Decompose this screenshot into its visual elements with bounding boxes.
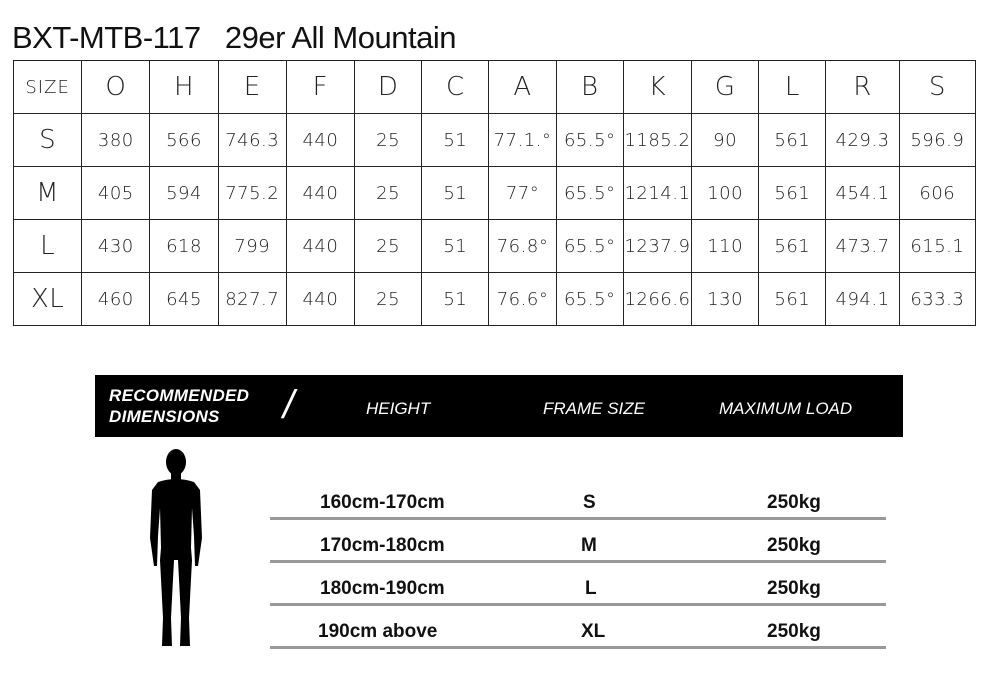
value-cell: 65.5° xyxy=(556,273,623,326)
max-load-value: 250kg xyxy=(767,578,821,599)
person-silhouette-icon xyxy=(140,448,212,652)
value-cell: 596.9 xyxy=(899,114,975,167)
recommended-heading-line1: RECOMMENDED xyxy=(109,386,250,405)
recommended-heading xyxy=(109,385,249,427)
value-cell: 1266.6 xyxy=(623,273,691,326)
header-cell: A xyxy=(489,61,556,114)
header-cell: B xyxy=(556,61,623,114)
value-cell: 460 xyxy=(82,273,150,326)
row-divider xyxy=(270,517,886,520)
value-cell: 25 xyxy=(355,167,422,220)
height-value: 160cm-170cm xyxy=(320,492,445,513)
value-cell: 561 xyxy=(759,167,826,220)
recommended-heading-line2: DIMENSIONS xyxy=(109,407,220,426)
geometry-table xyxy=(13,60,976,326)
frame-size-value: M xyxy=(581,535,597,556)
column-header-height: HEIGHT xyxy=(366,399,431,418)
value-cell: 615.1 xyxy=(899,220,975,273)
max-load-value: 250kg xyxy=(767,492,821,513)
header-cell: K xyxy=(623,61,691,114)
value-cell: 1214.1 xyxy=(623,167,691,220)
header-cell: S xyxy=(899,61,975,114)
row-divider xyxy=(270,560,886,563)
frame-size-value: XL xyxy=(581,621,606,642)
header-cell: L xyxy=(759,61,826,114)
header-cell: E xyxy=(218,61,286,114)
height-value: 180cm-190cm xyxy=(320,578,445,599)
value-cell: 100 xyxy=(692,167,759,220)
value-cell: 76.6° xyxy=(489,273,556,326)
header-cell: F xyxy=(286,61,354,114)
header-cell: O xyxy=(82,61,150,114)
header-cell: R xyxy=(826,61,899,114)
row-divider xyxy=(270,646,886,649)
header-cell: G xyxy=(692,61,759,114)
recommended-banner xyxy=(95,375,903,437)
value-cell: 405 xyxy=(82,167,150,220)
value-cell: 65.5° xyxy=(556,114,623,167)
list-item xyxy=(270,609,886,649)
value-cell: 645 xyxy=(150,273,218,326)
header-cell: D xyxy=(355,61,422,114)
value-cell: 561 xyxy=(759,220,826,273)
value-cell: 77° xyxy=(489,167,556,220)
size-cell: M xyxy=(14,167,82,220)
value-cell: 775.2 xyxy=(218,167,286,220)
column-header-maximum-load: MAXIMUM LOAD xyxy=(719,399,853,418)
value-cell: 110 xyxy=(692,220,759,273)
table-row xyxy=(14,167,976,220)
value-cell: 76.8° xyxy=(489,220,556,273)
value-cell: 440 xyxy=(286,220,354,273)
value-cell: 440 xyxy=(286,273,354,326)
banner-slash: / xyxy=(283,383,295,427)
column-header-frame-size: FRAME SIZE xyxy=(543,399,646,418)
value-cell: 130 xyxy=(692,273,759,326)
value-cell: 77.1.° xyxy=(489,114,556,167)
value-cell: 25 xyxy=(355,220,422,273)
table-row xyxy=(14,273,976,326)
value-cell: 618 xyxy=(150,220,218,273)
value-cell: 429.3 xyxy=(826,114,899,167)
max-load-value: 250kg xyxy=(767,535,821,556)
value-cell: 566 xyxy=(150,114,218,167)
value-cell: 25 xyxy=(355,273,422,326)
size-cell: S xyxy=(14,114,82,167)
list-item xyxy=(270,566,886,606)
value-cell: 440 xyxy=(286,167,354,220)
frame-size-value: S xyxy=(583,492,596,513)
table-row xyxy=(14,220,976,273)
value-cell: 65.5° xyxy=(556,220,623,273)
page-title: BXT-MTB-117 29er All Mountain xyxy=(12,20,456,55)
value-cell: 633.3 xyxy=(899,273,975,326)
value-cell: 430 xyxy=(82,220,150,273)
height-value: 170cm-180cm xyxy=(320,535,445,556)
size-cell: L xyxy=(14,220,82,273)
value-cell: 51 xyxy=(422,167,489,220)
value-cell: 25 xyxy=(355,114,422,167)
value-cell: 90 xyxy=(692,114,759,167)
list-item xyxy=(270,480,886,520)
header-cell: H xyxy=(150,61,218,114)
value-cell: 51 xyxy=(422,273,489,326)
value-cell: 454.1 xyxy=(826,167,899,220)
list-item xyxy=(270,523,886,563)
geometry-header-row xyxy=(14,61,976,114)
value-cell: 440 xyxy=(286,114,354,167)
height-value: 190cm above xyxy=(318,621,438,642)
size-cell: XL xyxy=(14,273,82,326)
value-cell: 65.5° xyxy=(556,167,623,220)
value-cell: 51 xyxy=(422,114,489,167)
max-load-value: 250kg xyxy=(767,621,821,642)
value-cell: 561 xyxy=(759,273,826,326)
value-cell: 561 xyxy=(759,114,826,167)
value-cell: 1185.2 xyxy=(623,114,691,167)
value-cell: 827.7 xyxy=(218,273,286,326)
value-cell: 494.1 xyxy=(826,273,899,326)
value-cell: 799 xyxy=(218,220,286,273)
table-row xyxy=(14,114,976,167)
value-cell: 746.3 xyxy=(218,114,286,167)
header-cell: C xyxy=(422,61,489,114)
value-cell: 51 xyxy=(422,220,489,273)
row-divider xyxy=(270,603,886,606)
header-cell: SIZE xyxy=(14,61,82,114)
value-cell: 380 xyxy=(82,114,150,167)
value-cell: 1237.9 xyxy=(623,220,691,273)
value-cell: 594 xyxy=(150,167,218,220)
value-cell: 606 xyxy=(899,167,975,220)
frame-size-value: L xyxy=(585,578,597,599)
value-cell: 473.7 xyxy=(826,220,899,273)
